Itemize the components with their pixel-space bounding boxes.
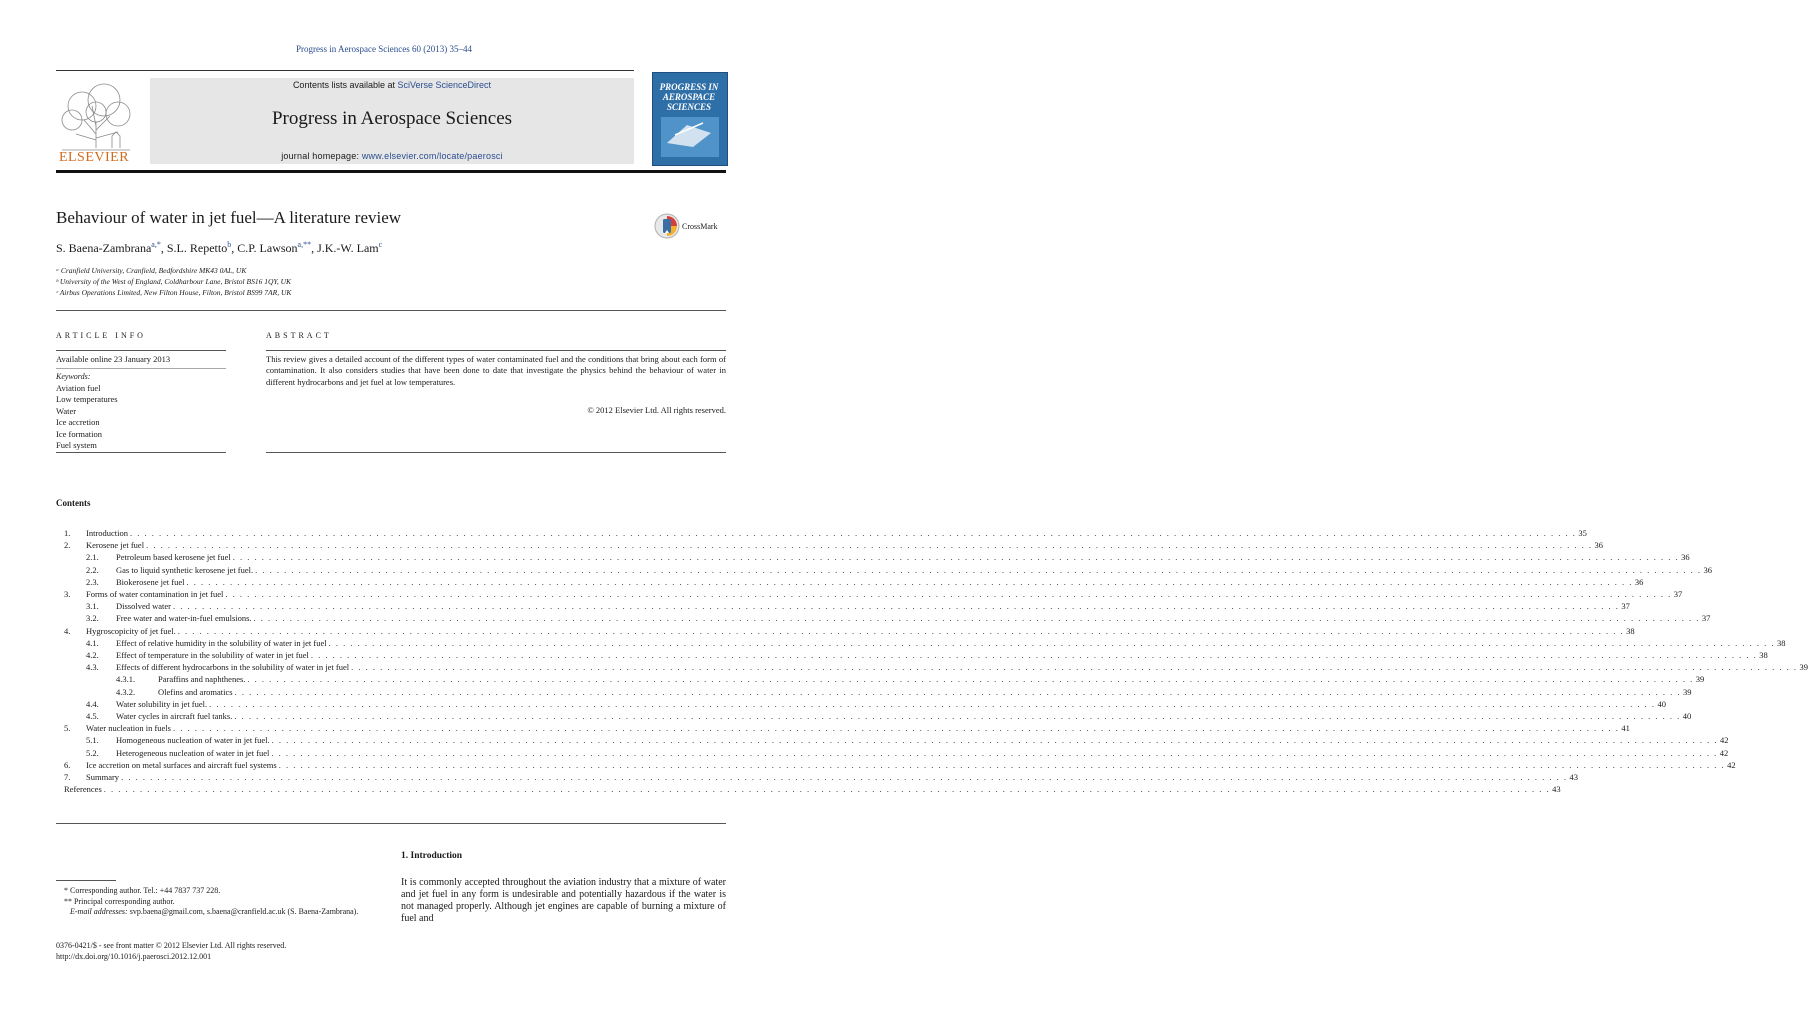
available-online-date: Available online 23 January 2013 [56,354,171,364]
toc-entry[interactable] [64,551,1690,563]
toc-dot-leader: . . . . . . . . . . . . . . . . . . . . . . . . . . . . . . . . . . . . . . . . . . . . . . . . . . . . . . . . . . . . . . . . . . . . . . . . . . . . . . . . . . . . . . . . . . . . . . . . . . . . . . . . . . . . . . . . . . . . . . . . . . . . . . . . . . . . . . . . . . . . . . . . . . . . . . . . . . . . . . . . . . . . . . . . . . . . . . . . . . . . . . . . . . . . . . . . . . . . . . . . [247,674,1694,685]
toc-entry-number: 5.2. [86,747,99,758]
top-divider [56,70,634,71]
author-name[interactable]: S. Baena-Zambrana [56,241,152,255]
toc-entry-title: Summary [86,772,120,782]
toc-entry-number: 2.2. [86,564,99,575]
author-name[interactable]: C.P. Lawson [237,241,298,255]
footnotes [56,886,371,918]
toc-dot-leader: . . . . . . . . . . . . . . . . . . . . . . . . . . . . . . . . . . . . . . . . . . . . . . . . . . . . . . . . . . . . . . . . . . . . . . . . . . . . . . . . . . . . . . . . . . . . . . . . . . . . . . . . . . . . . . . . . . . . . . . . . . . . . . . . . . . . . . . . . . . . . . . . . . . . . . . . . . . . . . . . . . . . . . . . . . . . . . . . . . . . . . . . . . . . . . . . . . . . . . . . [255,564,1702,575]
toc-entry[interactable] [64,759,1736,771]
toc-dot-leader: . . . . . . . . . . . . . . . . . . . . . . . . . . . . . . . . . . . . . . . . . . . . . . . . . . . . . . . . . . . . . . . . . . . . . . . . . . . . . . . . . . . . . . . . . . . . . . . . . . . . . . . . . . . . . . . . . . . . . . . . . . . . . . . . . . . . . . . . . . . . . . . . . . . . . . . . . . . . . . . . . . . . . . . . . . . . . . . . . . . . . . . . . . . . . . . . . . . . . . . . [232,552,1680,563]
toc-entry[interactable] [64,612,1711,624]
introduction-text: It is commonly accepted throughout the aviation industry that a mixture of water and jet fuel in any form is undesirable and potentially hazardous if the water is not managed properly. Although jet engines are capable of burning a mixture of fuel and [401,877,726,924]
contents-heading: Contents [56,498,91,508]
doi-link[interactable]: http://dx.doi.org/10.1016/j.paerosci.2012.12.001 [56,951,212,961]
article-info-rule [56,350,226,351]
toc-entry[interactable] [64,710,1692,722]
toc-dot-leader: . . . . . . . . . . . . . . . . . . . . . . . . . . . . . . . . . . . . . . . . . . . . . . . . . . . . . . . . . . . . . . . . . . . . . . . . . . . . . . . . . . . . . . . . . . . . . . . . . . . . . . . . . . . . . . . . . . . . . . . . . . . . . . . . . . . . . . . . . . . . . . . . . . . . . . . . . . . . . . . . . . . . . . . . . . . . . . . . . . . . . . . . . . . . . . . . . . . . . . . . [328,637,1776,648]
keyword-item: Fuel system [56,440,97,451]
toc-page-number: 35 [1578,528,1587,538]
email-links[interactable]: svp.baena@gmail.com, s.baena@cranfield.ac.uk (S. Baena-Zambrana). [129,907,359,916]
toc-entry[interactable] [64,564,1713,576]
abstract-text: This review gives a detailed account of the different types of water contaminated fuel and the conditions that bring about each form of contamination. It also considers studies that have been done to date that investigate the physics behind the behaviour of water in different hydrocarbons and jet fuel at low temperatures. [266,354,726,387]
footnote-rule [56,880,116,881]
toc-page-number: 38 [1759,650,1768,660]
toc-entry-number: 4.3.1. [116,674,136,685]
toc-entry[interactable] [64,673,1705,685]
toc-entry[interactable] [64,722,1630,734]
author-list [56,240,382,256]
toc-dot-leader: . . . . . . . . . . . . . . . . . . . . . . . . . . . . . . . . . . . . . . . . . . . . . . . . . . . . . . . . . . . . . . . . . . . . . . . . . . . . . . . . . . . . . . . . . . . . . . . . . . . . . . . . . . . . . . . . . . . . . . . . . . . . . . . . . . . . . . . . . . . . . . . . . . . . . . . . . . . . . . . . . . . . . . . . . . . . . . . . . . . . . . . . . . . . . . . . . . . . . . . . [278,759,1726,770]
toc-page-number: 37 [1701,613,1711,624]
toc-page-number: 39 [1799,662,1808,673]
toc-entry-number: 4.4. [86,698,99,709]
toc-entry-number: 4.2. [86,650,99,660]
toc-entry-title: Hygroscopicity of jet fuel. [86,625,176,636]
toc-entry[interactable] [64,649,1768,661]
keyword-item: Water [56,405,77,416]
abstract-heading: ABSTRACT [266,331,332,340]
toc-entry-title: Effect of temperature in the solubility of water in jet fuel [116,650,309,660]
crossmark-label[interactable]: CrossMark [682,222,718,231]
toc-entry-number: 4.5. [86,711,99,721]
toc-page-number: 38 [1626,625,1635,636]
toc-dot-leader: . . . . . . . . . . . . . . . . . . . . . . . . . . . . . . . . . . . . . . . . . . . . . . . . . . . . . . . . . . . . . . . . . . . . . . . . . . . . . . . . . . . . . . . . . . . . . . . . . . . . . . . . . . . . . . . . . . . . . . . . . . . . . . . . . . . . . . . . . . . . . . . . . . . . . . . . . . . . . . . . . . . . . . . . . . . . . . . . . . . . . . . . . . . . . . . . . . . . . . . . [271,735,1719,746]
author-affiliation-marker[interactable]: c [378,240,383,249]
author-separator: , [311,241,318,255]
toc-page-number: 42 [1720,735,1729,746]
keywords-list [56,383,118,451]
toc-entry-title: Free water and water-in-fuel emulsions. [116,613,252,624]
toc-page-number: 38 [1777,637,1786,648]
toc-dot-leader: . . . . . . . . . . . . . . . . . . . . . . . . . . . . . . . . . . . . . . . . . . . . . . . . . . . . . . . . . . . . . . . . . . . . . . . . . . . . . . . . . . . . . . . . . . . . . . . . . . . . . . . . . . . . . . . . . . . . . . . . . . . . . . . . . . . . . . . . . . . . . . . . . . . . . . . . . . . . . . . . . . . . . . . . . . . . . . . . . . . . . . . . . . . . . . . . . . . . . . . . [146,540,1593,551]
toc-page-number: 36 [1703,564,1713,575]
journal-homepage-link[interactable]: www.elsevier.com/locate/paerosci [361,151,503,161]
toc-dot-leader: . . . . . . . . . . . . . . . . . . . . . . . . . . . . . . . . . . . . . . . . . . . . . . . . . . . . . . . . . . . . . . . . . . . . . . . . . . . . . . . . . . . . . . . . . . . . . . . . . . . . . . . . . . . . . . . . . . . . . . . . . . . . . . . . . . . . . . . . . . . . . . . . . . . . . . . . . . . . . . . . . . . . . . . . . . . . . . . . . . . . . . . . . . . . . . . . . . . . . . . . [234,711,1681,721]
toc-dot-leader: . . . . . . . . . . . . . . . . . . . . . . . . . . . . . . . . . . . . . . . . . . . . . . . . . . . . . . . . . . . . . . . . . . . . . . . . . . . . . . . . . . . . . . . . . . . . . . . . . . . . . . . . . . . . . . . . . . . . . . . . . . . . . . . . . . . . . . . . . . . . . . . . . . . . . . . . . . . . . . . . . . . . . . . . . . . . . . . . . . . . . . . . . . . . . . . . . . . . . . . . [271,747,1718,758]
abstract-rule [266,452,726,453]
author-separator: , [231,241,238,255]
toc-dot-leader: . . . . . . . . . . . . . . . . . . . . . . . . . . . . . . . . . . . . . . . . . . . . . . . . . . . . . . . . . . . . . . . . . . . . . . . . . . . . . . . . . . . . . . . . . . . . . . . . . . . . . . . . . . . . . . . . . . . . . . . . . . . . . . . . . . . . . . . . . . . . . . . . . . . . . . . . . . . . . . . . . . . . . . . . . . . . . . . . . . . . . . . . . . . . . . . . . . . . . . . . [177,625,1625,636]
toc-page-number: 42 [1719,747,1729,758]
email-addresses: E-mail addresses: svp.baena@gmail.com, s.baena@cranfield.ac.uk (S. Baena-Zambrana). [70,907,359,916]
toc-dot-leader: . . . . . . . . . . . . . . . . . . . . . . . . . . . . . . . . . . . . . . . . . . . . . . . . . . . . . . . . . . . . . . . . . . . . . . . . . . . . . . . . . . . . . . . . . . . . . . . . . . . . . . . . . . . . . . . . . . . . . . . . . . . . . . . . . . . . . . . . . . . . . . . . . . . . . . . . . . . . . . . . . . . . . . . . . . . . . . . . . . . . . . . . . . . . . . . . . . . . . . . . [186,576,1633,587]
toc-dot-leader: . . . . . . . . . . . . . . . . . . . . . . . . . . . . . . . . . . . . . . . . . . . . . . . . . . . . . . . . . . . . . . . . . . . . . . . . . . . . . . . . . . . . . . . . . . . . . . . . . . . . . . . . . . . . . . . . . . . . . . . . . . . . . . . . . . . . . . . . . . . . . . . . . . . . . . . . . . . . . . . . . . . . . . . . . . . . . . . . . . . . . . . . . . . . . . . . . . . . . . . . [234,686,1681,697]
cover-title: PROGRESS IN AEROSPACE SCIENCES [659,82,719,112]
toc-entry[interactable] [64,527,1587,539]
toc-page-number: 40 [1657,698,1667,709]
toc-entry-number: 2. [64,540,71,551]
toc-entry-title: Ice accretion on metal surfaces and aircraft fuel systems [86,759,277,770]
toc-entry[interactable] [64,625,1635,637]
toc-entry-title: Heterogeneous nucleation of water in jet fuel [116,747,270,758]
introduction-heading: 1. Introduction [401,851,463,861]
toc-page-number: 36 [1681,552,1690,563]
section-divider [56,310,726,311]
toc-page-number: 36 [1594,540,1603,551]
toc-dot-leader: . . . . . . . . . . . . . . . . . . . . . . . . . . . . . . . . . . . . . . . . . . . . . . . . . . . . . . . . . . . . . . . . . . . . . . . . . . . . . . . . . . . . . . . . . . . . . . . . . . . . . . . . . . . . . . . . . . . . . . . . . . . . . . . . . . . . . . . . . . . . . . . . . . . . . . . . . . . . . . . . . . . . . . . . . . . . . . . . . . . . . . . . . . . . . . . . . . . . . . . . [103,784,1551,795]
toc-entry[interactable] [64,637,1786,649]
toc-entry-number: 6. [64,759,71,770]
crossmark-icon[interactable] [654,213,680,239]
toc-dot-leader: . . . . . . . . . . . . . . . . . . . . . . . . . . . . . . . . . . . . . . . . . . . . . . . . . . . . . . . . . . . . . . . . . . . . . . . . . . . . . . . . . . . . . . . . . . . . . . . . . . . . . . . . . . . . . . . . . . . . . . . . . . . . . . . . . . . . . . . . . . . . . . . . . . . . . . . . . . . . . . . . . . . . . . . . . . . . . . . . . . . . . . . . . . . . . . . . . . . . . . . . [351,662,1798,673]
toc-entry[interactable] [64,698,1667,710]
toc-entry-number: 5. [64,723,71,734]
toc-entry-number: 4. [64,625,71,636]
author-affiliation-marker[interactable]: a,** [297,240,312,249]
article-title: Behaviour of water in jet fuel—A literature review [56,208,402,227]
front-matter [56,941,371,962]
toc-dot-leader: . . . . . . . . . . . . . . . . . . . . . . . . . . . . . . . . . . . . . . . . . . . . . . . . . . . . . . . . . . . . . . . . . . . . . . . . . . . . . . . . . . . . . . . . . . . . . . . . . . . . . . . . . . . . . . . . . . . . . . . . . . . . . . . . . . . . . . . . . . . . . . . . . . . . . . . . . . . . . . . . . . . . . . . . . . . . . . . . . . . . . . . . . . . . . . . . . . . . . . . . [253,613,1700,624]
toc-entry-number: 2.1. [86,552,99,563]
keyword-item: Ice formation [56,428,103,439]
author-affiliation-marker[interactable]: a,* [151,240,161,249]
issn-line: 0376-0421/$ - see front matter © 2012 Elsevier Ltd. All rights reserved. [56,941,287,950]
toc-page-number: 40 [1682,711,1692,721]
toc-entry[interactable] [64,600,1630,612]
author-name[interactable]: S.L. Repetto [166,241,228,255]
toc-page-number: 43 [1552,784,1561,795]
toc-page-number: 43 [1569,772,1578,782]
keyword-item: Aviation fuel [56,383,101,393]
toc-entry-number: 7. [64,772,71,782]
corresponding-author-note: * Corresponding author. Tel.: +44 7837 737 228. [64,886,221,895]
toc-entry-title: Biokerosene jet fuel [116,576,185,587]
toc-entry-number: 4.3. [86,662,99,673]
toc-entry-title: Paraffins and naphthenes. [158,674,246,685]
toc-dot-leader: . . . . . . . . . . . . . . . . . . . . . . . . . . . . . . . . . . . . . . . . . . . . . . . . . . . . . . . . . . . . . . . . . . . . . . . . . . . . . . . . . . . . . . . . . . . . . . . . . . . . . . . . . . . . . . . . . . . . . . . . . . . . . . . . . . . . . . . . . . . . . . . . . . . . . . . . . . . . . . . . . . . . . . . . . . . . . . . . . . . . . . . . . . . . . . . . . . . . . . . . [173,723,1620,734]
toc-entry-title: Water solubility in jet fuel. [116,698,208,709]
journal-reference-link[interactable]: Progress in Aerospace Sciences 60 (2013) 35–44 [296,44,472,54]
toc-entry-title: Water cycles in aircraft fuel tanks. [116,711,233,721]
toc-entry-title: Olefins and aromatics [158,686,233,697]
toc-entry-number: 2.3. [86,576,99,587]
masthead-bottom-rule [56,170,726,173]
sciencedirect-link[interactable]: SciVerse ScienceDirect [397,80,492,90]
toc-entry-title: Forms of water contamination in jet fuel [86,589,224,599]
toc-entry-number: 4.3.2. [116,686,136,697]
contents-bottom-rule [56,823,726,824]
author-separator: , [160,241,167,255]
toc-entry-number: 3.1. [86,601,99,612]
toc-entry-title: References [64,784,102,795]
toc-entry-title: Gas to liquid synthetic kerosene jet fuel. [116,564,254,575]
article-info-heading: ARTICLE INFO [56,331,146,340]
toc-entry[interactable] [64,747,1729,759]
toc-entry-title: Dissolved water [116,601,172,612]
journal-name: Progress in Aerospace Sciences [271,108,513,129]
article-info-rule [56,368,226,369]
toc-entry-number: 5.1. [86,735,99,746]
toc-entry-number: 3. [64,589,71,599]
toc-entry[interactable] [64,661,1808,673]
abstract-rule [266,350,726,351]
toc-entry[interactable] [64,576,1644,588]
principal-author-note: ** Principal corresponding author. [64,896,175,906]
toc-dot-leader: . . . . . . . . . . . . . . . . . . . . . . . . . . . . . . . . . . . . . . . . . . . . . . . . . . . . . . . . . . . . . . . . . . . . . . . . . . . . . . . . . . . . . . . . . . . . . . . . . . . . . . . . . . . . . . . . . . . . . . . . . . . . . . . . . . . . . . . . . . . . . . . . . . . . . . . . . . . . . . . . . . . . . . . . . . . . . . . . . . . . . . . . . . . . . . . . . . . . . . . . [310,650,1758,660]
toc-page-number: 42 [1727,759,1736,770]
toc-entry[interactable] [64,588,1683,600]
toc-page-number: 41 [1621,723,1630,734]
affiliation-b: ᵇ University of the West of England, Coldharbour Lane, Bristol BS16 1QY, UK [56,277,292,286]
toc-page-number: 39 [1695,674,1705,685]
toc-page-number: 36 [1634,576,1644,587]
elsevier-wordmark: ELSEVIER [58,150,130,165]
toc-entry[interactable] [64,686,1692,698]
toc-page-number: 39 [1682,686,1692,697]
article-info-rule [56,452,226,453]
toc-entry-title: Effects of different hydrocarbons in the solubility of water in jet fuel [116,662,350,673]
toc-entry-title: Kerosene jet fuel [86,540,145,551]
keywords-label: Keywords: [56,372,91,381]
contents-availability: Contents lists available at SciVerse ScienceDirect [292,80,492,90]
author-name[interactable]: J.K.-W. Lam [317,241,379,255]
toc-entry[interactable] [64,539,1603,551]
toc-entry[interactable] [64,771,1578,783]
journal-homepage: journal homepage: www.elsevier.com/locate/paerosci [281,151,503,161]
keyword-item: Low temperatures [56,394,118,405]
toc-page-number: 37 [1621,601,1630,612]
abstract-copyright: © 2012 Elsevier Ltd. All rights reserved. [587,405,726,415]
keyword-item: Ice accretion [56,417,100,428]
toc-entry[interactable] [64,783,1561,795]
toc-dot-leader: . . . . . . . . . . . . . . . . . . . . . . . . . . . . . . . . . . . . . . . . . . . . . . . . . . . . . . . . . . . . . . . . . . . . . . . . . . . . . . . . . . . . . . . . . . . . . . . . . . . . . . . . . . . . . . . . . . . . . . . . . . . . . . . . . . . . . . . . . . . . . . . . . . . . . . . . . . . . . . . . . . . . . . . . . . . . . . . . . . . . . . . . . . . . . . . . . . . . . . . . [209,698,1656,709]
affiliation-c: ᶜ Airbus Operations Limited, New Filton House, Filton, Bristol BS99 7AR, UK [56,288,292,297]
toc-dot-leader: . . . . . . . . . . . . . . . . . . . . . . . . . . . . . . . . . . . . . . . . . . . . . . . . . . . . . . . . . . . . . . . . . . . . . . . . . . . . . . . . . . . . . . . . . . . . . . . . . . . . . . . . . . . . . . . . . . . . . . . . . . . . . . . . . . . . . . . . . . . . . . . . . . . . . . . . . . . . . . . . . . . . . . . . . . . . . . . . . . . . . . . . . . . . . . . . . . . . . . . . [173,601,1620,612]
toc-dot-leader: . . . . . . . . . . . . . . . . . . . . . . . . . . . . . . . . . . . . . . . . . . . . . . . . . . . . . . . . . . . . . . . . . . . . . . . . . . . . . . . . . . . . . . . . . . . . . . . . . . . . . . . . . . . . . . . . . . . . . . . . . . . . . . . . . . . . . . . . . . . . . . . . . . . . . . . . . . . . . . . . . . . . . . . . . . . . . . . . . . . . . . . . . . . . . . . . . . . . . . . . [225,589,1672,599]
author-affiliation-marker[interactable]: b [227,240,232,249]
toc-entry-title: Effect of relative humidity in the solubility of water in jet fuel [116,637,327,648]
toc-dot-leader: . . . . . . . . . . . . . . . . . . . . . . . . . . . . . . . . . . . . . . . . . . . . . . . . . . . . . . . . . . . . . . . . . . . . . . . . . . . . . . . . . . . . . . . . . . . . . . . . . . . . . . . . . . . . . . . . . . . . . . . . . . . . . . . . . . . . . . . . . . . . . . . . . . . . . . . . . . . . . . . . . . . . . . . . . . . . . . . . . . . . . . . . . . . . . . . . . . . . . . . . [130,528,1577,538]
toc-entry-title: Water nucleation in fuels [86,723,171,734]
toc-entry-title: Homogeneous nucleation of water in jet fuel. [116,735,270,746]
toc-dot-leader: . . . . . . . . . . . . . . . . . . . . . . . . . . . . . . . . . . . . . . . . . . . . . . . . . . . . . . . . . . . . . . . . . . . . . . . . . . . . . . . . . . . . . . . . . . . . . . . . . . . . . . . . . . . . . . . . . . . . . . . . . . . . . . . . . . . . . . . . . . . . . . . . . . . . . . . . . . . . . . . . . . . . . . . . . . . . . . . . . . . . . . . . . . . . . . . . . . . . . . . . [121,772,1568,782]
affiliation-a: ᵃ Cranfield University, Cranfield, Bedfordshire MK43 0AL, UK [56,266,247,275]
toc-page-number: 37 [1673,589,1683,599]
toc-entry-number: 3.2. [86,613,99,624]
toc-entry-number: 4.1. [86,637,99,648]
toc-entry[interactable] [64,734,1729,746]
toc-entry-number: 1. [64,528,71,538]
toc-entry-title: Introduction [86,528,129,538]
toc-entry-title: Petroleum based kerosene jet fuel [116,552,231,563]
